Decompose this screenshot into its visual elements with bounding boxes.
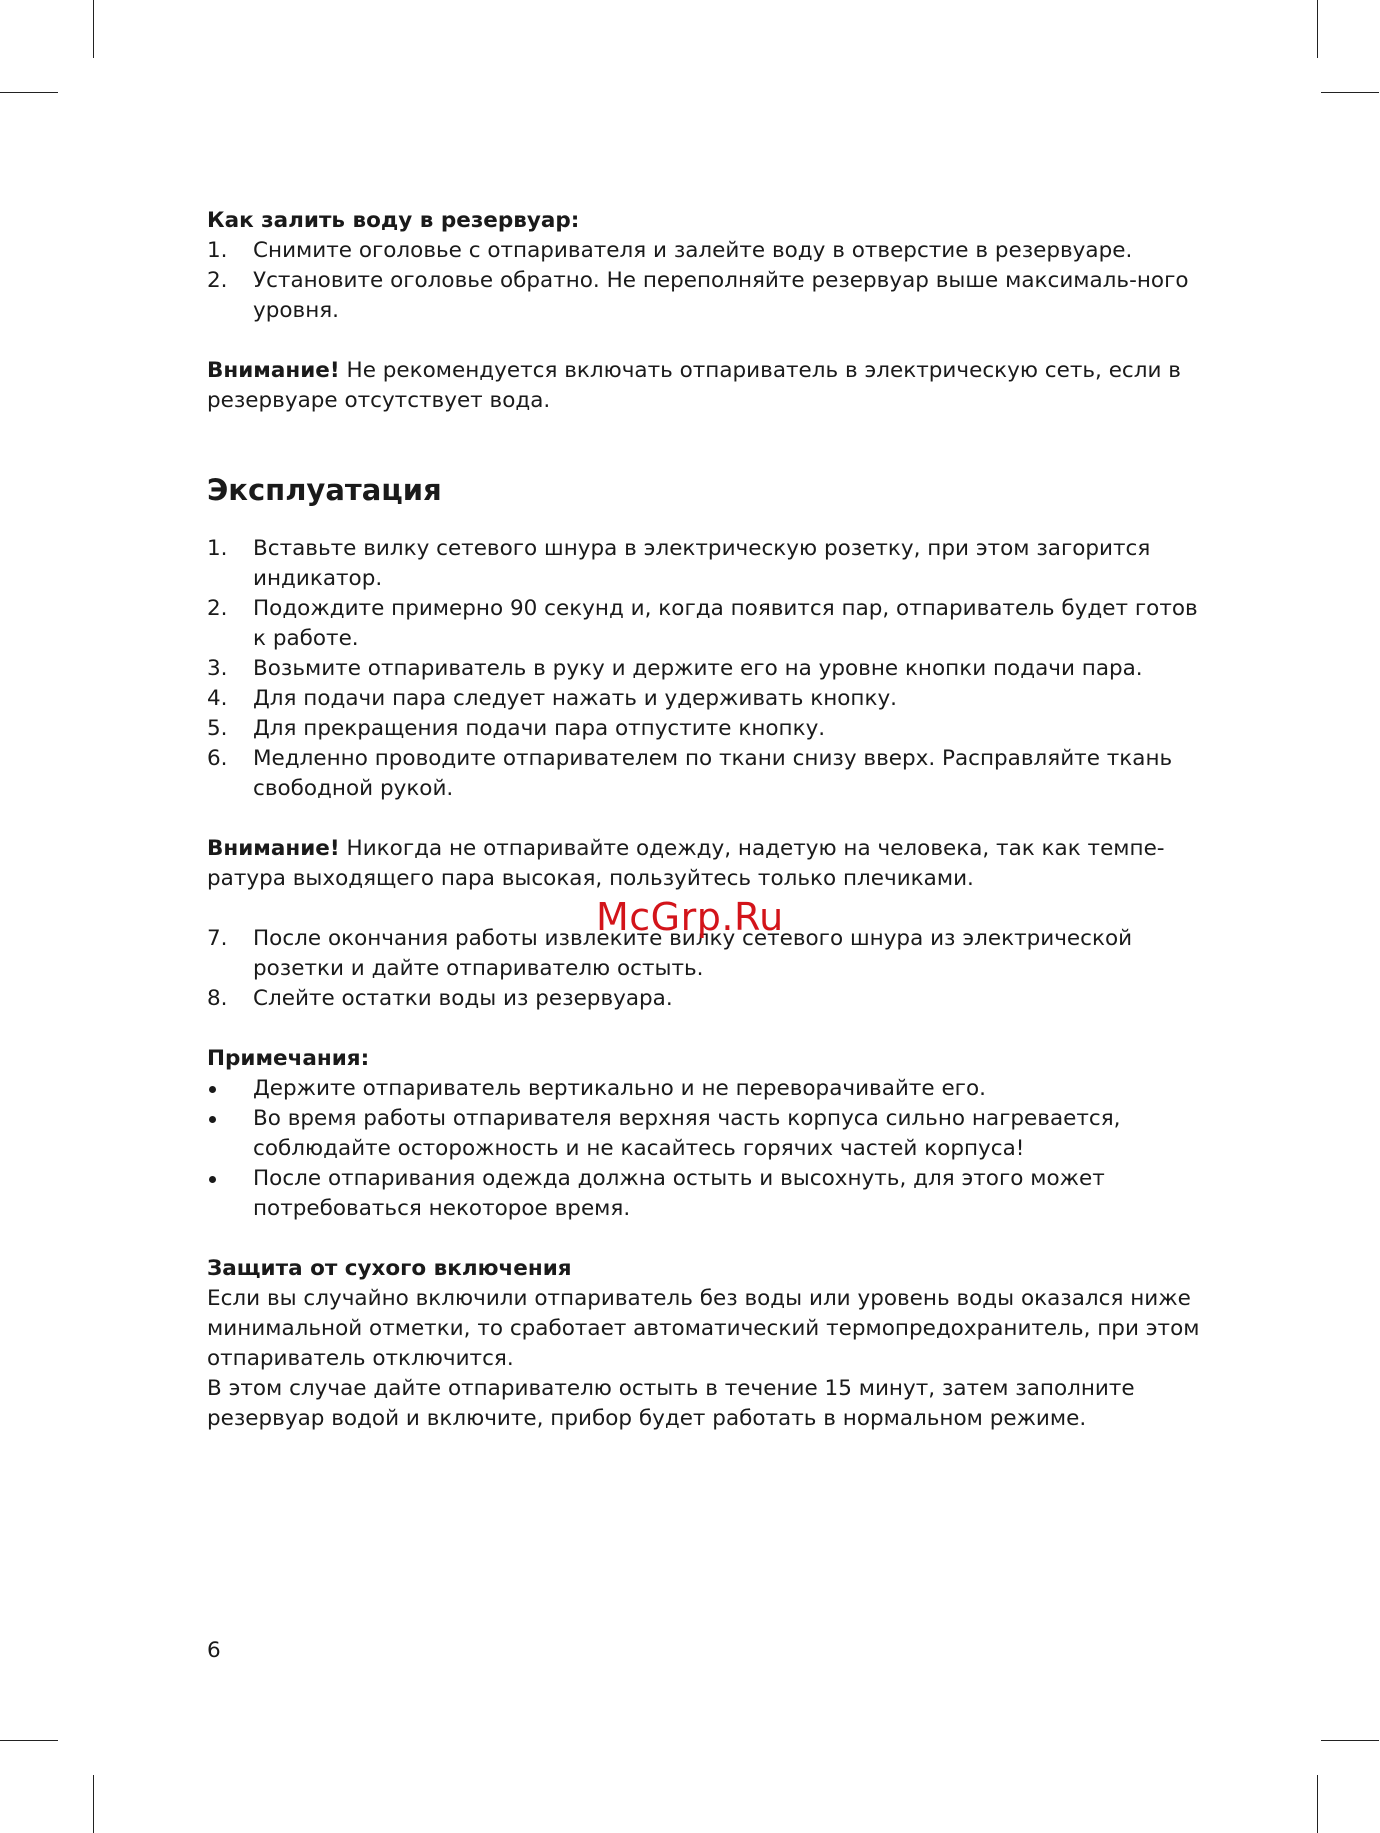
step-number: 4. (207, 686, 228, 711)
crop-mark-bottom-right-horizontal (1321, 1740, 1379, 1741)
step-text: Вставьте вилку сетевого шнура в электрическую розетку, при этом загорится индикатор. (253, 536, 1151, 591)
step-text: Установите оголовье обратно. Не переполняйте резервуар выше максималь-ного уровня. (253, 268, 1189, 323)
step-text: Медленно проводите отпаривателем по ткани снизу вверх. Расправляйте ткань свободной рукой. (253, 746, 1173, 801)
fill-water-heading: Как залить воду в резервуар: (207, 208, 580, 233)
crop-mark-bottom-right-vertical (1317, 1775, 1318, 1833)
fill-water-steps (207, 236, 1207, 326)
step-text: Слейте остатки воды из резервуара. (253, 986, 673, 1011)
list-item (207, 1164, 1207, 1224)
dry-protection-paragraph-2: В этом случае дайте отпаривателю остыть в течение 15 минут, затем заполните резервуар водой и включите, прибор будет работать в нормальном режиме. (207, 1376, 1135, 1431)
step-number: 1. (207, 536, 228, 561)
list-item (207, 984, 1207, 1014)
warning-text: Не рекомендуется включать отпариватель в электрическую сеть, если в резервуаре отсутствует вода. (207, 358, 1181, 413)
crop-mark-bottom-left-vertical (93, 1775, 94, 1833)
bullet-icon (209, 1116, 216, 1123)
note-text: После отпаривания одежда должна остыть и высохнуть, для этого может потребоваться некоторое время. (253, 1166, 1105, 1221)
step-number: 8. (207, 986, 228, 1011)
dry-protection-paragraph-1: Если вы случайно включили отпариватель без воды или уровень воды оказался ниже минимальной отметки, то сработает автоматический термопредохранитель, при этом отпариватель отключится. (207, 1286, 1200, 1371)
crop-mark-top-left-vertical (93, 0, 94, 58)
watermark: McGrp.Ru (596, 895, 784, 939)
page-number: 6 (207, 1638, 221, 1663)
warning-label: Внимание! (207, 358, 340, 383)
list-item (207, 1104, 1207, 1164)
page-content (207, 206, 1207, 1434)
step-text: Возьмите отпариватель в руку и держите его на уровне кнопки подачи пара. (253, 656, 1143, 681)
bullet-icon (209, 1176, 216, 1183)
crop-mark-top-right-horizontal (1321, 92, 1379, 93)
list-item (207, 266, 1207, 326)
operation-warning (207, 834, 1207, 894)
step-text: После окончания работы извлеките вилку сетевого шнура из электрической розетки и дайте отпаривателю остыть. (253, 926, 1133, 981)
step-number: 5. (207, 716, 228, 741)
warning-text: Никогда не отпаривайте одежду, надетую на человека, так как темпе-ратура выходящего пара высокая, пользуйтесь только плечиками. (207, 836, 1165, 891)
step-number: 7. (207, 926, 228, 951)
list-item (207, 534, 1207, 594)
crop-mark-bottom-left-horizontal (0, 1740, 58, 1741)
notes-heading: Примечания: (207, 1046, 370, 1071)
step-text: Для подачи пара следует нажать и удерживать кнопку. (253, 686, 898, 711)
step-text: Снимите оголовье с отпаривателя и залейте воду в отверстие в резервуаре. (253, 238, 1133, 263)
fill-water-warning (207, 356, 1207, 416)
step-text: Подождите примерно 90 секунд и, когда появится пар, отпариватель будет готов к работе. (253, 596, 1198, 651)
note-text: Во время работы отпаривателя верхняя часть корпуса сильно нагревается, соблюдайте осторожность и не касайтесь горячих частей корпуса! (253, 1106, 1121, 1161)
crop-mark-top-left-horizontal (0, 92, 58, 93)
list-item (207, 236, 1207, 266)
step-number: 1. (207, 238, 228, 263)
bullet-icon (209, 1086, 216, 1093)
step-text: Для прекращения подачи пара отпустите кнопку. (253, 716, 826, 741)
list-item (207, 654, 1207, 684)
crop-mark-top-right-vertical (1317, 0, 1318, 58)
warning-label: Внимание! (207, 836, 340, 861)
notes-list (207, 1074, 1207, 1224)
step-number: 3. (207, 656, 228, 681)
list-item (207, 1074, 1207, 1104)
operation-steps (207, 534, 1207, 804)
step-number: 6. (207, 746, 228, 771)
list-item (207, 594, 1207, 654)
operation-title: Эксплуатация (207, 473, 442, 507)
list-item (207, 714, 1207, 744)
dry-protection-heading: Защита от сухого включения (207, 1256, 572, 1281)
step-number: 2. (207, 268, 228, 293)
note-text: Держите отпариватель вертикально и не переворачивайте его. (253, 1076, 986, 1101)
step-number: 2. (207, 596, 228, 621)
list-item (207, 684, 1207, 714)
list-item (207, 744, 1207, 804)
